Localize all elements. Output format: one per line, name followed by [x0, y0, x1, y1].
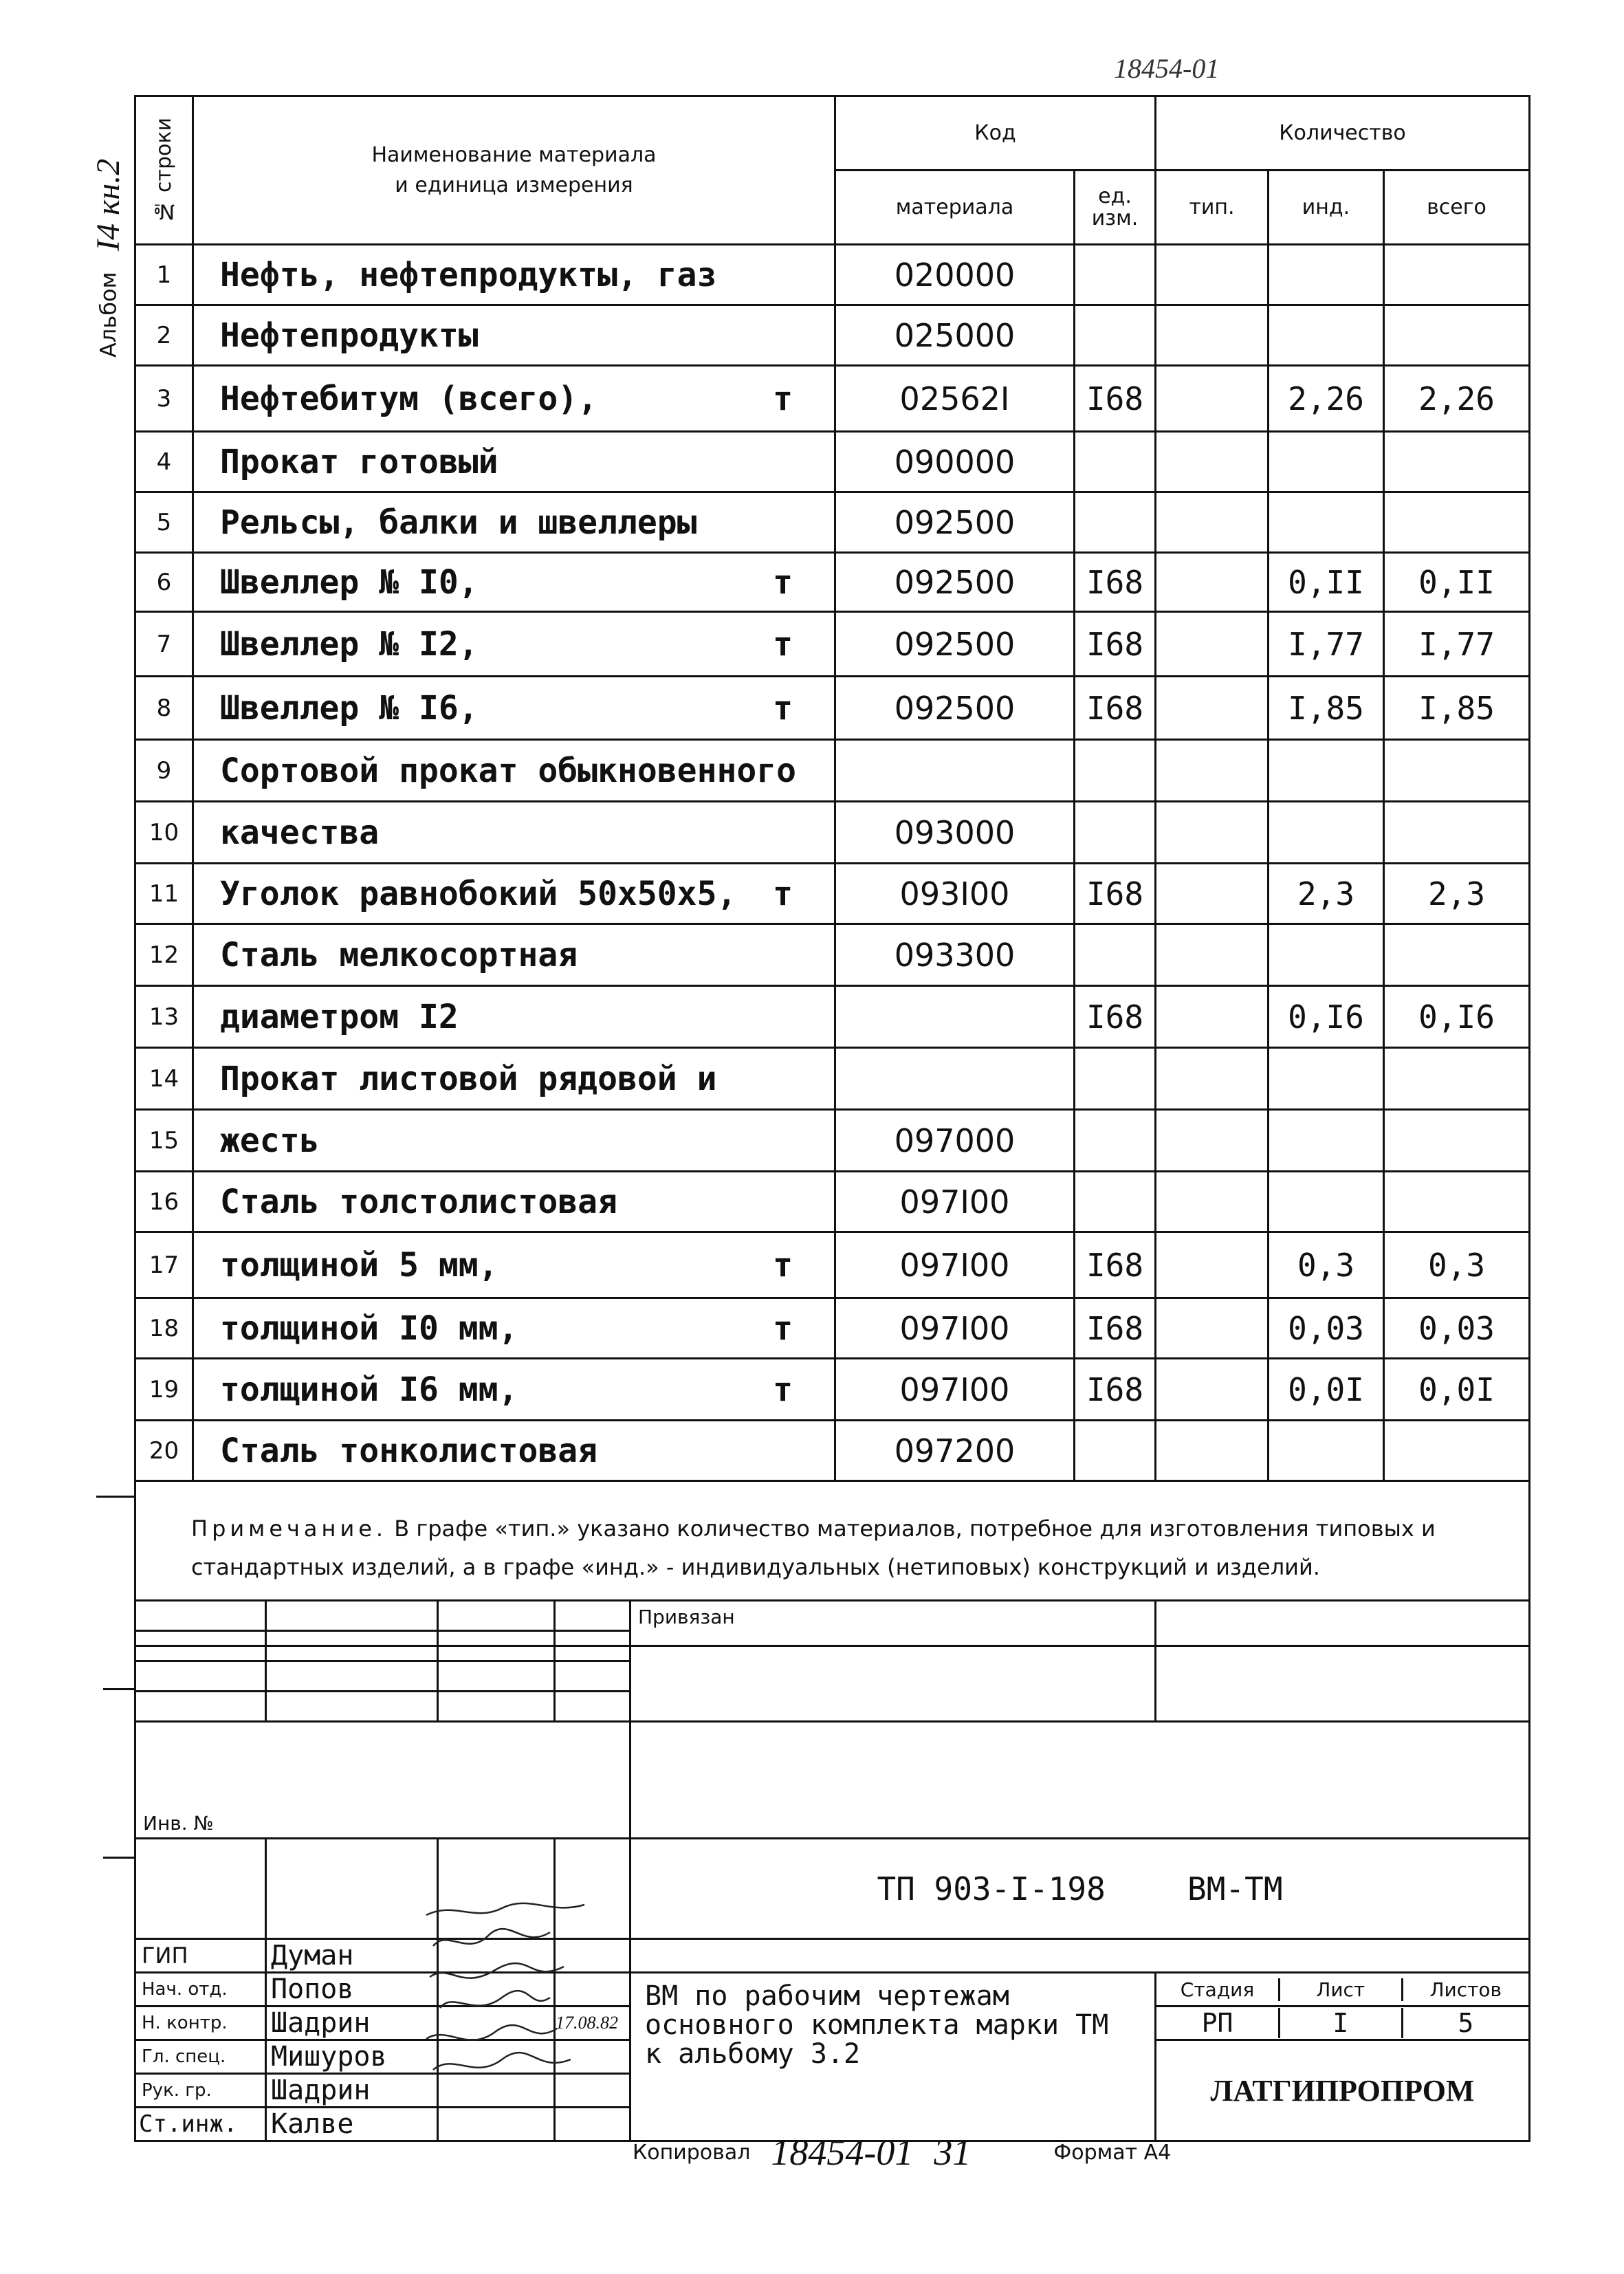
material-name — [193, 1048, 835, 1110]
table-row — [135, 1421, 1530, 1481]
measure-unit: т — [773, 1370, 793, 1409]
unit-code — [1075, 802, 1156, 864]
copied-value: 18454-01 — [771, 2132, 914, 2173]
material-name-text: толщиной I0 мм, — [220, 1309, 518, 1348]
row-number: 16 — [135, 1172, 193, 1232]
qty-typ — [1156, 986, 1269, 1048]
row-number: 6 — [135, 553, 193, 612]
org-name: ЛАТГИПРОПРОМ — [1210, 2073, 1475, 2108]
signer-name: Шадрин — [266, 2007, 438, 2040]
material-name — [193, 1172, 835, 1232]
qty-typ — [1156, 1048, 1269, 1110]
qty-ind — [1269, 305, 1384, 366]
material-name-text: Швеллер № I2, — [220, 624, 479, 664]
material-name — [193, 1421, 835, 1481]
org-cell — [1156, 2040, 1530, 2141]
unit-code: I68 — [1075, 553, 1156, 612]
material-name-text: толщиной I6 мм, — [220, 1370, 518, 1409]
material-code: 093300 — [835, 924, 1075, 986]
copied-page: 31 — [934, 2132, 972, 2173]
qty-total — [1384, 245, 1530, 305]
material-code: 092500 — [835, 612, 1075, 677]
qty-typ — [1156, 802, 1269, 864]
row-number: 4 — [135, 432, 193, 492]
qty-typ — [1156, 740, 1269, 802]
table-row — [135, 432, 1530, 492]
stage-value: РП — [1156, 2008, 1280, 2038]
material-name — [193, 432, 835, 492]
row-number: 15 — [135, 1110, 193, 1172]
qty-total: I,77 — [1384, 612, 1530, 677]
album-number: I4 кн.2 — [90, 159, 127, 252]
date-note: 17.08.82 — [555, 2007, 630, 2040]
table-row — [135, 612, 1530, 677]
qty-total — [1384, 1110, 1530, 1172]
sheet-label: Лист — [1280, 1978, 1403, 2001]
name-header: Наименование материала и единица измерения — [193, 96, 835, 245]
unit-code — [1075, 492, 1156, 553]
material-name-text: Швеллер № I6, — [220, 688, 479, 728]
qty-total — [1384, 1172, 1530, 1232]
top-mark: 18454-01 — [1114, 53, 1220, 84]
row-number: 2 — [135, 305, 193, 366]
material-code: 097I00 — [835, 1172, 1075, 1232]
qty-total: 0,0I — [1384, 1359, 1530, 1421]
row-number: 9 — [135, 740, 193, 802]
unit-code: I68 — [1075, 366, 1156, 432]
material-name — [193, 802, 835, 864]
signer-name: Мишуров — [266, 2040, 438, 2074]
unit-code: I68 — [1075, 864, 1156, 924]
doc-code-cell — [630, 1839, 1530, 1939]
qty-ind — [1269, 924, 1384, 986]
qty-total-header: всего — [1384, 171, 1530, 245]
qty-typ — [1156, 1359, 1269, 1421]
signer-role: Н. контр. — [135, 2007, 266, 2040]
row-number: 20 — [135, 1421, 193, 1481]
qty-ind: 0,0I — [1269, 1359, 1384, 1421]
material-code: 092500 — [835, 677, 1075, 740]
table-row — [135, 1359, 1530, 1421]
unit-code — [1075, 245, 1156, 305]
unit-code: I68 — [1075, 1232, 1156, 1298]
material-name-text: качества — [220, 813, 380, 852]
qty-typ — [1156, 612, 1269, 677]
row-number: 19 — [135, 1359, 193, 1421]
material-name-text: Нефтебитум (всего), — [220, 379, 598, 418]
qty-ind-header: инд. — [1269, 171, 1384, 245]
qty-total: 0,I6 — [1384, 986, 1530, 1048]
qty-ind: 0,03 — [1269, 1298, 1384, 1359]
qty-ind — [1269, 1421, 1384, 1481]
qty-typ — [1156, 366, 1269, 432]
row-number: 5 — [135, 492, 193, 553]
qty-typ — [1156, 1298, 1269, 1359]
material-name-text: диаметром I2 — [220, 997, 459, 1036]
qty-total — [1384, 305, 1530, 366]
material-name-text: Сталь тонколистовая — [220, 1431, 598, 1470]
table-row — [135, 305, 1530, 366]
qty-ind — [1269, 1172, 1384, 1232]
material-name-text: жесть — [220, 1121, 320, 1160]
privyazan-label: Привязан — [638, 1606, 735, 1628]
signatures-drawing — [413, 1894, 591, 2108]
table-row — [135, 1172, 1530, 1232]
qty-total — [1384, 924, 1530, 986]
measure-unit: т — [773, 562, 793, 602]
measure-unit: т — [773, 874, 793, 913]
qty-ind: 0,I6 — [1269, 986, 1384, 1048]
qty-typ — [1156, 492, 1269, 553]
qty-typ — [1156, 1421, 1269, 1481]
qty-ind: 0,3 — [1269, 1232, 1384, 1298]
material-name — [193, 305, 835, 366]
material-code: 020000 — [835, 245, 1075, 305]
signer-name: Попов — [266, 1973, 438, 2007]
signer-role: ГИП — [135, 1939, 266, 1973]
qty-typ — [1156, 245, 1269, 305]
doc-mark: ВМ-ТМ — [1187, 1870, 1283, 1907]
material-name — [193, 864, 835, 924]
material-name — [193, 1110, 835, 1172]
table-row — [135, 1232, 1530, 1298]
qty-typ — [1156, 864, 1269, 924]
unit-code — [1075, 1048, 1156, 1110]
measure-unit: т — [773, 624, 793, 664]
qty-total — [1384, 740, 1530, 802]
material-name-text: Швеллер № I0, — [220, 562, 479, 602]
qty-total: 2,3 — [1384, 864, 1530, 924]
sheets-label: Листов — [1429, 1978, 1502, 2001]
qty-ind: 0,II — [1269, 553, 1384, 612]
material-code — [835, 1048, 1075, 1110]
unit-code — [1075, 1172, 1156, 1232]
material-name-text: Нефть, нефтепродукты, газ — [220, 255, 717, 294]
qty-ind — [1269, 432, 1384, 492]
margin-tick — [103, 1688, 134, 1690]
qty-ind: 2,26 — [1269, 366, 1384, 432]
unit-code: I68 — [1075, 612, 1156, 677]
row-number: 14 — [135, 1048, 193, 1110]
qty-typ — [1156, 1110, 1269, 1172]
measure-unit: т — [773, 1245, 793, 1284]
row-number: 17 — [135, 1232, 193, 1298]
qty-ind — [1269, 1110, 1384, 1172]
qty-ind — [1269, 245, 1384, 305]
unit-code — [1075, 924, 1156, 986]
qty-total: 2,26 — [1384, 366, 1530, 432]
qty-total — [1384, 802, 1530, 864]
material-code: 097I00 — [835, 1298, 1075, 1359]
margin-tick — [103, 1857, 134, 1859]
material-code — [835, 740, 1075, 802]
qty-total: 0,3 — [1384, 1232, 1530, 1298]
material-name-text: Прокат листовой рядовой и — [220, 1059, 717, 1098]
unit-code: I68 — [1075, 677, 1156, 740]
material-name — [193, 986, 835, 1048]
qty-ind — [1269, 740, 1384, 802]
unit-code — [1075, 740, 1156, 802]
material-code: 025000 — [835, 305, 1075, 366]
material-name — [193, 612, 835, 677]
inv-no-label: Инв. № — [143, 1812, 214, 1835]
stage-label: Стадия — [1156, 1978, 1280, 2001]
materials-table — [134, 95, 1530, 1647]
code-group-header: Код — [835, 96, 1156, 171]
signer-role: Нач. отд. — [135, 1973, 266, 2007]
material-name-text: Сортовой прокат обыкновенного — [220, 751, 797, 790]
qty-typ — [1156, 677, 1269, 740]
row-number: 18 — [135, 1298, 193, 1359]
row-number-header: № строки — [135, 96, 193, 245]
qty-total: I,85 — [1384, 677, 1530, 740]
material-name-text: Прокат готовый — [220, 442, 498, 481]
material-name — [193, 1359, 835, 1421]
table-row — [135, 740, 1530, 802]
material-name-text: Рельсы, балки и швеллеры — [220, 503, 697, 542]
qty-typ — [1156, 553, 1269, 612]
material-code: 092500 — [835, 492, 1075, 553]
material-code: 097I00 — [835, 1359, 1075, 1421]
qty-typ-header: тип. — [1156, 171, 1269, 245]
qty-total: 0,II — [1384, 553, 1530, 612]
material-name-text: Сталь мелкосортная — [220, 935, 578, 974]
material-code: 093I00 — [835, 864, 1075, 924]
table-row — [135, 864, 1530, 924]
table-row — [135, 677, 1530, 740]
material-code: 02562I — [835, 366, 1075, 432]
unit-code — [1075, 305, 1156, 366]
material-code — [835, 986, 1075, 1048]
code-material-header: материала — [835, 171, 1075, 245]
table-row — [135, 924, 1530, 986]
privyazan-cell — [630, 1601, 1156, 1722]
material-name — [193, 492, 835, 553]
row-number: 1 — [135, 245, 193, 305]
material-code: 097200 — [835, 1421, 1075, 1481]
signer-role: Рук. гр. — [135, 2074, 266, 2108]
unit-code: I68 — [1075, 1298, 1156, 1359]
row-number: 7 — [135, 612, 193, 677]
format-label: Формат А4 — [1053, 2140, 1172, 2165]
qty-total — [1384, 1421, 1530, 1481]
copied-label: Копировал — [633, 2140, 751, 2165]
doc-title-cell — [630, 1973, 1156, 2141]
qty-ind: 2,3 — [1269, 864, 1384, 924]
album-word: Альбом — [95, 272, 122, 358]
material-name — [193, 366, 835, 432]
measure-unit: т — [773, 688, 793, 728]
title-block — [134, 1599, 1530, 2142]
material-name — [193, 1232, 835, 1298]
margin-tick — [96, 1496, 134, 1498]
doc-title: ВМ по рабочим чертежам основного комплекта марки ТМ к альбому 3.2 — [645, 1980, 1109, 2070]
qty-total — [1384, 492, 1530, 553]
unit-code — [1075, 1110, 1156, 1172]
measure-unit: т — [773, 1309, 793, 1348]
table-row — [135, 553, 1530, 612]
material-name — [193, 245, 835, 305]
material-name — [193, 924, 835, 986]
sheets-value: 5 — [1458, 2008, 1474, 2038]
qty-total: 0,03 — [1384, 1298, 1530, 1359]
table-row — [135, 1298, 1530, 1359]
qty-typ — [1156, 432, 1269, 492]
qty-ind: I,77 — [1269, 612, 1384, 677]
qty-typ — [1156, 924, 1269, 986]
signer-role: Ст.инж. — [135, 2108, 266, 2141]
table-row — [135, 366, 1530, 432]
doc-code: ТП 903-I-198 — [877, 1870, 1106, 1907]
signer-name: Калве — [266, 2108, 438, 2141]
qty-ind — [1269, 802, 1384, 864]
qty-group-header: Количество — [1156, 96, 1530, 171]
qty-typ — [1156, 1172, 1269, 1232]
qty-typ — [1156, 305, 1269, 366]
qty-total — [1384, 1048, 1530, 1110]
material-name — [193, 1298, 835, 1359]
row-number: 12 — [135, 924, 193, 986]
row-number: 3 — [135, 366, 193, 432]
qty-total — [1384, 432, 1530, 492]
table-row — [135, 1110, 1530, 1172]
row-number: 10 — [135, 802, 193, 864]
note-text: В графе «тип.» указано количество материалов, потребное для изготовления типовых и стандартных изделий, а в графе «инд.» - индивидуальных (нетиповых) конструкций и изделий. — [191, 1516, 1436, 1580]
material-name-text: толщиной 5 мм, — [220, 1245, 498, 1284]
unit-code — [1075, 432, 1156, 492]
row-number: 8 — [135, 677, 193, 740]
signer-role: Гл. спец. — [135, 2040, 266, 2074]
signer-name: Шадрин — [266, 2074, 438, 2108]
unit-code: I68 — [1075, 1359, 1156, 1421]
material-code: 090000 — [835, 432, 1075, 492]
qty-ind — [1269, 492, 1384, 553]
unit-code — [1075, 1421, 1156, 1481]
table-row — [135, 492, 1530, 553]
side-album-label — [89, 96, 131, 358]
sheet-value: I — [1280, 2008, 1403, 2038]
material-code: 097000 — [835, 1110, 1075, 1172]
material-name-text: Нефтепродукты — [220, 316, 479, 355]
signature — [438, 2108, 555, 2141]
qty-typ — [1156, 1232, 1269, 1298]
table-row — [135, 245, 1530, 305]
table-row — [135, 802, 1530, 864]
note-label: Примечание. — [191, 1516, 388, 1542]
row-number: 13 — [135, 986, 193, 1048]
material-name-text: Уголок равнобокий 50х50х5, — [220, 874, 737, 913]
table-row — [135, 1048, 1530, 1110]
signer-name: Думан — [266, 1939, 438, 1973]
qty-ind: I,85 — [1269, 677, 1384, 740]
material-code: 097I00 — [835, 1232, 1075, 1298]
material-name — [193, 553, 835, 612]
unit-code: I68 — [1075, 986, 1156, 1048]
material-code: 092500 — [835, 553, 1075, 612]
qty-ind — [1269, 1048, 1384, 1110]
material-name-text: Сталь толстолистовая — [220, 1182, 617, 1221]
material-code: 093000 — [835, 802, 1075, 864]
footer — [633, 2132, 1526, 2173]
code-unit-header: ед. изм. — [1075, 171, 1156, 245]
measure-unit: т — [773, 379, 793, 418]
material-name — [193, 677, 835, 740]
table-row — [135, 986, 1530, 1048]
material-name — [193, 740, 835, 802]
inv-no-cell — [135, 1722, 630, 1839]
row-number: 11 — [135, 864, 193, 924]
